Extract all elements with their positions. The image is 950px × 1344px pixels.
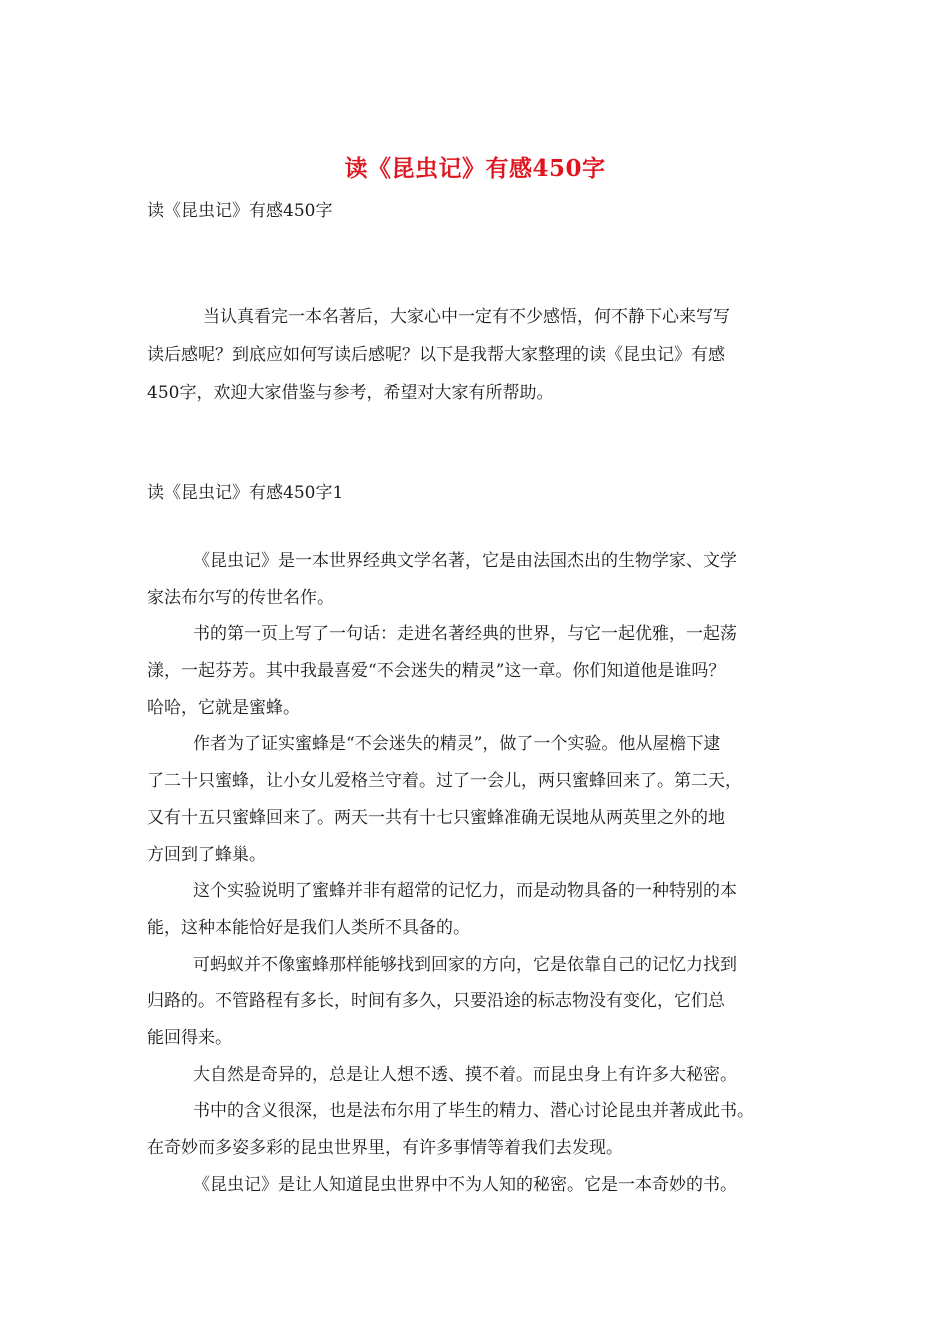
body-line: 哈哈，它就是蜜蜂。 xyxy=(147,697,300,718)
body-line: 书中的含义很深，也是法布尔用了毕生的精力、潜心讨论昆虫并著成此书。 xyxy=(193,1101,754,1122)
body-line: 《昆虫记》是让人知道昆虫世界中不为人知的秘密。它是一本奇妙的书。 xyxy=(193,1174,737,1195)
intro-line: 当认真看完一本名著后，大家心中一定有不少感悟，何不静下心来写写 xyxy=(203,307,730,327)
body-line: 这个实验说明了蜜蜂并非有超常的记忆力，而是动物具备的一种特别的本 xyxy=(193,881,737,902)
body-line: 归路的。不管路程有多长，时间有多久，只要沿途的标志物没有变化，它们总 xyxy=(147,991,725,1012)
body-line: 在奇妙而多姿多彩的昆虫世界里，有许多事情等着我们去发现。 xyxy=(147,1138,623,1158)
body-line: 《昆虫记》是一本世界经典文学名著，它是由法国杰出的生物学家、文学 xyxy=(193,551,737,571)
intro-paragraph xyxy=(147,298,807,412)
body-line: 又有十五只蜜蜂回来了。两天一共有十七只蜜蜂准确无误地从两英里之外的地 xyxy=(147,807,725,828)
intro-line: 450字，欢迎大家借鉴与参考，希望对大家有所帮助。 xyxy=(147,383,554,403)
body-line: 漾，一起芬芳。其中我最喜爱“不会迷失的精灵”这一章。你们知道他是谁吗？ xyxy=(147,661,726,682)
body-line: 能回得来。 xyxy=(147,1027,232,1048)
body-line: 方回到了蜂巢。 xyxy=(147,844,266,865)
body-line: 可蚂蚁并不像蜜蜂那样能够找到回家的方向，它是依靠自己的记忆力找到 xyxy=(193,954,737,975)
body-line: 能，这种本能恰好是我们人类所不具备的。 xyxy=(147,917,470,938)
body-line: 家法布尔写的传世名作。 xyxy=(147,587,334,608)
body-line: 了二十只蜜蜂，让小女儿爱格兰守着。过了一会儿，两只蜜蜂回来了。第二天， xyxy=(147,771,742,792)
section-heading: 读《昆虫记》有感450字1 xyxy=(147,483,344,503)
essay-body xyxy=(147,543,817,1203)
body-line: 大自然是奇异的，总是让人想不透、摸不着。而昆虫身上有许多大秘密。 xyxy=(193,1064,737,1085)
body-line: 书的第一页上写了一句话：走进名著经典的世界，与它一起优雅，一起荡 xyxy=(193,624,737,645)
document-title: 读《昆虫记》有感450字 xyxy=(344,155,606,182)
document-subtitle: 读《昆虫记》有感450字 xyxy=(147,201,333,221)
body-line: 作者为了证实蜜蜂是“不会迷失的精灵”，做了一个实验。他从屋檐下逮 xyxy=(193,734,721,755)
intro-line: 读后感呢？到底应如何写读后感呢？以下是我帮大家整理的读《昆虫记》有感 xyxy=(147,345,725,365)
